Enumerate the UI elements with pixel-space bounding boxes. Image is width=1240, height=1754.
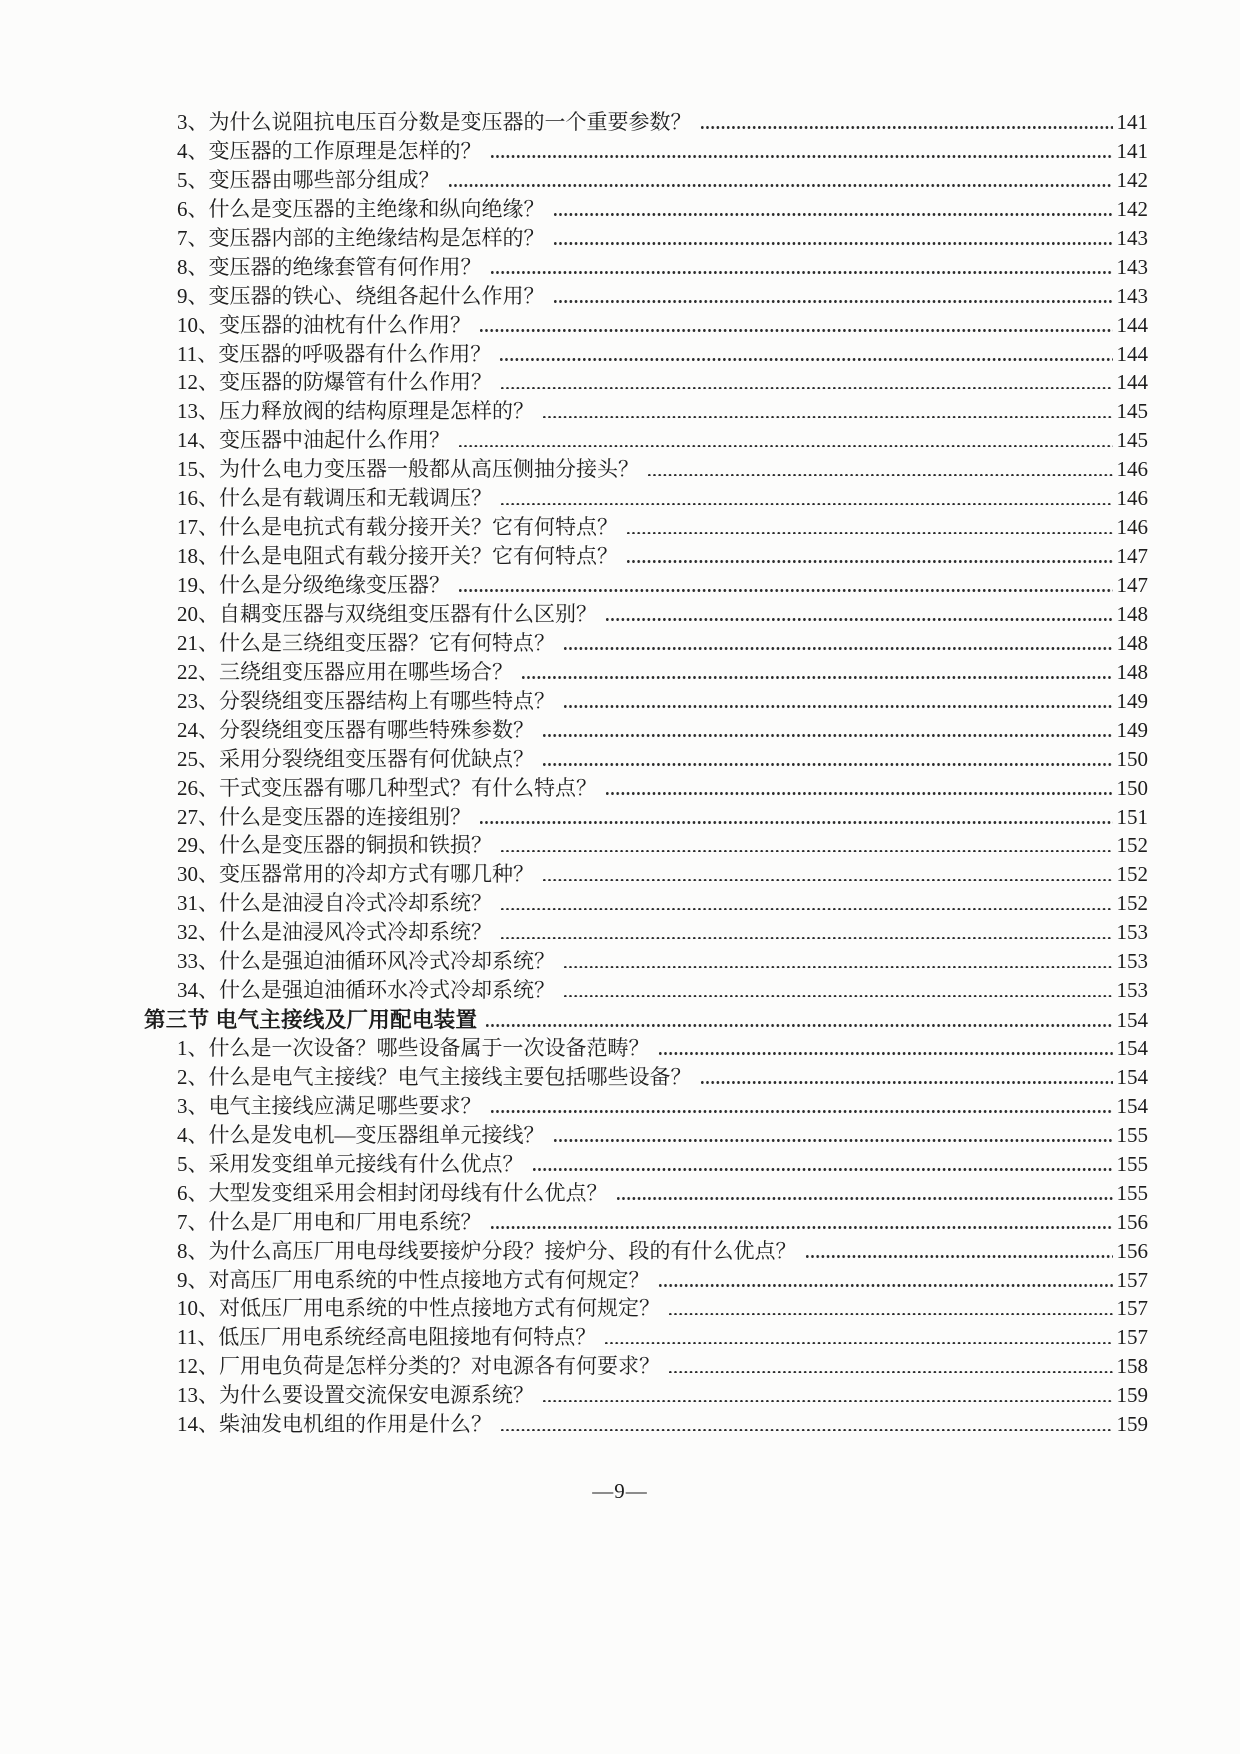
toc-item-row: [177, 395, 1148, 424]
dot-leader: [659, 1052, 1113, 1055]
dot-leader: [533, 1168, 1113, 1171]
toc-page-number: 158: [1116, 1354, 1148, 1379]
toc-item-row: [177, 193, 1148, 222]
dot-leader: [501, 1429, 1113, 1432]
toc-page-number: 157: [1116, 1267, 1148, 1292]
toc-item-number: 10、: [177, 312, 219, 337]
toc-item-row: [177, 1061, 1148, 1090]
toc-item-number: 8、: [177, 1238, 209, 1263]
dot-leader: [480, 329, 1113, 332]
toc-page-number: 159: [1116, 1383, 1148, 1408]
dot-leader: [486, 1024, 1112, 1027]
toc-page-number: 143: [1116, 254, 1148, 279]
toc-item-text: 变压器中油起什么作用？: [219, 428, 450, 453]
toc-item-text: 变压器内部的主绝缘结构是怎样的？: [208, 225, 545, 250]
toc-item-text: 什么是强迫油循环水冷式冷却系统？: [219, 978, 555, 1003]
toc-page-number: 154: [1116, 1008, 1148, 1032]
toc-page-number: 141: [1116, 110, 1148, 134]
toc-page-number: 150: [1116, 775, 1148, 800]
toc-list: [144, 106, 1148, 1437]
toc-item-text: 什么是油浸风冷式冷却系统？: [219, 920, 492, 945]
toc-item-number: 32、: [177, 920, 219, 945]
dot-leader: [669, 1371, 1113, 1374]
toc-item-text: 低压厂用电系统经高电阻接地有何特点？: [218, 1325, 597, 1350]
toc-item-row: [177, 1206, 1148, 1235]
dot-leader: [480, 821, 1113, 824]
toc-page-number: 152: [1116, 891, 1148, 916]
toc-item-text: 变压器的油枕有什么作用？: [219, 312, 471, 337]
dot-leader: [669, 1313, 1113, 1316]
toc-item-row: [177, 309, 1148, 338]
toc-item-row: [177, 1350, 1148, 1379]
dot-leader: [459, 445, 1113, 448]
toc-item-number: 9、: [177, 1267, 209, 1292]
dot-leader: [806, 1255, 1113, 1258]
toc-page-number: 156: [1116, 1238, 1148, 1263]
toc-item-number: 8、: [177, 254, 209, 279]
toc-page-number: 154: [1116, 1036, 1148, 1060]
toc-item-text: 分裂绕组变压器结构上有哪些特点？: [219, 688, 555, 713]
toc-page-number: 148: [1116, 630, 1148, 655]
toc-item-row: [177, 974, 1148, 1003]
toc-item-row: [177, 338, 1148, 367]
toc-item-number: 12、: [177, 1354, 219, 1379]
toc-page-number: 149: [1116, 717, 1148, 742]
toc-item-number: 17、: [177, 515, 219, 540]
toc-page-number: 147: [1116, 573, 1148, 597]
toc-item-row: [177, 453, 1148, 482]
toc-item-text: 什么是分级绝缘变压器？: [219, 573, 450, 597]
toc-page-number: 149: [1116, 688, 1148, 713]
toc-page-number: 157: [1116, 1325, 1148, 1350]
toc-item-text: 什么是变压器的主绝缘和纵向绝缘？: [208, 196, 545, 221]
dot-leader: [491, 1110, 1113, 1113]
dot-leader: [564, 647, 1113, 650]
toc-item-text: 变压器的工作原理是怎样的？: [208, 138, 482, 163]
toc-item-row: [177, 135, 1148, 164]
toc-item-row: [177, 222, 1148, 251]
toc-item-row: [177, 1264, 1148, 1293]
dot-leader: [501, 850, 1113, 853]
toc-item-row: [177, 829, 1148, 858]
dot-leader: [554, 300, 1113, 303]
dot-leader: [701, 126, 1113, 129]
toc-item-number: 24、: [177, 717, 219, 742]
toc-page-number: 144: [1116, 341, 1148, 366]
toc-item-number: 16、: [177, 486, 219, 511]
toc-item-text: 变压器的绝缘套管有何作用？: [208, 254, 482, 279]
toc-item-row: [177, 280, 1148, 309]
toc-item-text: 采用发变组单元接线有什么优点？: [208, 1151, 524, 1176]
toc-item-row: [177, 916, 1148, 945]
toc-item-text: 变压器的呼吸器有什么作用？: [218, 341, 492, 366]
toc-item-row: [177, 858, 1148, 887]
toc-item-text: 三绕组变压器应用在哪些场合？: [219, 659, 513, 684]
toc-item-row: [177, 685, 1148, 714]
dot-leader: [459, 589, 1113, 592]
toc-item-row: [177, 482, 1148, 511]
toc-item-row: [177, 106, 1148, 135]
toc-page-number: 148: [1116, 601, 1148, 626]
toc-item-row: [177, 1177, 1148, 1206]
dot-leader: [627, 560, 1113, 563]
toc-item-number: 15、: [177, 457, 219, 482]
toc-item-number: 3、: [177, 1093, 209, 1118]
toc-item-row: [177, 1292, 1148, 1321]
toc-item-text: 干式变压器有哪几种型式？有什么特点？: [219, 775, 597, 800]
toc-page-number: 154: [1116, 1064, 1148, 1089]
toc-item-number: 18、: [177, 544, 219, 569]
toc-item-row: [177, 801, 1148, 830]
toc-page-number: 141: [1116, 138, 1148, 163]
toc-item-number: 5、: [177, 167, 209, 192]
toc-item-text: 为什么高压厂用电母线要接炉分段？接炉分、段的有什么优点？: [208, 1238, 797, 1263]
toc-page-number: 154: [1116, 1093, 1148, 1118]
toc-item-row: [177, 743, 1148, 772]
toc-item-row: [177, 1119, 1148, 1148]
toc-page-number: 146: [1116, 486, 1148, 511]
toc-item-row: [177, 656, 1148, 685]
toc-item-number: 9、: [177, 283, 209, 308]
toc-item-row: [177, 772, 1148, 801]
dot-leader: [648, 474, 1113, 477]
toc-item-row: [177, 1321, 1148, 1350]
toc-page-number: 144: [1116, 370, 1148, 395]
toc-item-text: 对高压厂用电系统的中性点接地方式有何规定？: [208, 1267, 650, 1292]
dot-leader: [606, 792, 1113, 795]
toc-item-number: 4、: [177, 1122, 209, 1147]
toc-item-text: 自耦变压器与双绕组变压器有什么区别？: [219, 601, 597, 626]
toc-page-number: 146: [1116, 457, 1148, 482]
dot-leader: [501, 503, 1113, 506]
toc-item-row: [177, 1090, 1148, 1119]
toc-item-number: 7、: [177, 1209, 209, 1234]
toc-item-number: 10、: [177, 1296, 219, 1321]
toc-page-number: 156: [1116, 1209, 1148, 1234]
toc-item-number: 6、: [177, 196, 209, 221]
toc-page-number: 153: [1116, 978, 1148, 1003]
toc-page-number: 152: [1116, 833, 1148, 858]
toc-item-row: [177, 569, 1148, 598]
toc-item-row: [177, 627, 1148, 656]
dot-leader: [564, 966, 1113, 969]
dot-leader: [491, 271, 1113, 274]
toc-item-text: 什么是有载调压和无载调压？: [219, 486, 492, 511]
dot-leader: [564, 995, 1113, 998]
toc-item-number: 13、: [177, 1383, 219, 1408]
toc-item-text: 压力释放阀的结构原理是怎样的？: [219, 399, 534, 424]
toc-item-text: 大型发变组采用会相封闭母线有什么优点？: [208, 1180, 608, 1205]
dot-leader: [554, 1139, 1113, 1142]
toc-item-number: 13、: [177, 399, 219, 424]
dot-leader: [543, 879, 1113, 882]
toc-page-number: 150: [1116, 746, 1148, 771]
toc-page-number: 155: [1116, 1180, 1148, 1205]
toc-page-number: 143: [1116, 225, 1148, 250]
toc-item-text: 为什么说阻抗电压百分数是变压器的一个重要参数？: [208, 110, 692, 134]
dot-leader: [659, 1284, 1113, 1287]
toc-item-number: 2、: [177, 1064, 209, 1089]
toc-item-number: 25、: [177, 746, 219, 771]
toc-item-number: 30、: [177, 862, 219, 887]
toc-page-number: 146: [1116, 515, 1148, 540]
toc-section-row: [144, 1003, 1148, 1032]
dot-leader: [606, 618, 1113, 621]
toc-item-row: [177, 714, 1148, 743]
toc-item-row: [177, 251, 1148, 280]
toc-page-number: 145: [1116, 399, 1148, 424]
toc-item-number: 5、: [177, 1151, 209, 1176]
toc-item-number: 6、: [177, 1180, 209, 1205]
toc-item-row: [177, 887, 1148, 916]
toc-page-number: 151: [1116, 804, 1148, 829]
toc-item-text: 分裂绕组变压器有哪些特殊参数？: [219, 717, 534, 742]
toc-item-row: [177, 598, 1148, 627]
dot-leader: [701, 1081, 1113, 1084]
toc-item-row: [177, 1408, 1148, 1437]
dot-leader: [491, 155, 1113, 158]
dot-leader: [543, 416, 1113, 419]
toc-page-number: 144: [1116, 312, 1148, 337]
toc-item-text: 什么是一次设备？哪些设备属于一次设备范畴？: [208, 1036, 650, 1060]
toc-item-text: 变压器的铁心、绕组各起什么作用？: [208, 283, 545, 308]
dot-leader: [605, 1342, 1112, 1345]
toc-page-number: 142: [1116, 196, 1148, 221]
toc-item-text: 什么是强迫油循环风冷式冷却系统？: [219, 949, 555, 974]
toc-page-number: 155: [1116, 1151, 1148, 1176]
dot-leader: [501, 387, 1113, 390]
toc-item-row: [177, 1235, 1148, 1264]
dot-leader: [543, 1400, 1113, 1403]
toc-page-number: 148: [1116, 659, 1148, 684]
dot-leader: [500, 358, 1112, 361]
dot-leader: [627, 532, 1113, 535]
toc-item-number: 19、: [177, 573, 219, 597]
page-number-footer: —9—: [592, 1479, 648, 1503]
toc-page-number: 143: [1116, 283, 1148, 308]
dot-leader: [543, 734, 1113, 737]
toc-item-number: 20、: [177, 601, 219, 626]
toc-item-number: 23、: [177, 688, 219, 713]
dot-leader: [617, 1197, 1113, 1200]
toc-item-number: 4、: [177, 138, 209, 163]
toc-item-text: 什么是变压器的连接组别？: [219, 804, 471, 829]
dot-leader: [491, 1226, 1113, 1229]
toc-item-row: [177, 945, 1148, 974]
toc-item-text: 什么是厂用电和厂用电系统？: [208, 1209, 482, 1234]
dot-leader: [522, 676, 1113, 679]
toc-item-number: 26、: [177, 775, 219, 800]
toc-item-number: 34、: [177, 978, 219, 1003]
toc-item-text: 厂用电负荷是怎样分类的？对电源各有何要求？: [219, 1354, 660, 1379]
toc-item-number: 22、: [177, 659, 219, 684]
toc-page-number: 153: [1116, 920, 1148, 945]
toc-item-text: 对低压厂用电系统的中性点接地方式有何规定？: [219, 1296, 660, 1321]
toc-item-text: 为什么电力变压器一般都从高压侧抽分接头？: [219, 457, 639, 482]
toc-item-text: 什么是发电机—变压器组单元接线？: [208, 1122, 545, 1147]
toc-page-number: 152: [1116, 862, 1148, 887]
dot-leader: [501, 937, 1113, 940]
toc-item-row: [177, 1032, 1148, 1061]
toc-item-number: 27、: [177, 804, 219, 829]
toc-item-text: 为什么要设置交流保安电源系统？: [219, 1383, 534, 1408]
toc-item-number: 11、: [177, 341, 219, 366]
toc-item-text: 什么是电气主接线？电气主接线主要包括哪些设备？: [208, 1064, 692, 1089]
toc-item-number: 29、: [177, 833, 219, 858]
toc-page-number: 145: [1116, 428, 1148, 453]
toc-item-text: 变压器常用的冷却方式有哪几种？: [219, 862, 534, 887]
toc-item-text: 什么是电抗式有载分接开关？它有何特点？: [219, 515, 618, 540]
toc-item-text: 变压器的防爆管有什么作用？: [219, 370, 492, 395]
toc-page-number: 159: [1116, 1412, 1148, 1437]
dot-leader: [564, 705, 1113, 708]
toc-item-number: 7、: [177, 225, 209, 250]
toc-item-number: 33、: [177, 949, 219, 974]
toc-item-row: [177, 164, 1148, 193]
dot-leader: [501, 908, 1113, 911]
toc-item-row: [177, 1148, 1148, 1177]
dot-leader: [554, 242, 1113, 245]
toc-item-number: 3、: [177, 110, 209, 134]
toc-item-row: [177, 1379, 1148, 1408]
toc-item-number: 31、: [177, 891, 219, 916]
toc-page-number: 157: [1116, 1296, 1148, 1321]
toc-item-text: 柴油发电机组的作用是什么？: [219, 1412, 492, 1437]
toc-item-number: 11、: [177, 1325, 219, 1350]
toc-item-number: 21、: [177, 630, 219, 655]
toc-item-text: 什么是电阻式有载分接开关？它有何特点？: [219, 544, 618, 569]
dot-leader: [449, 184, 1113, 187]
toc-item-text: 电气主接线应满足哪些要求？: [208, 1093, 482, 1118]
toc-item-text: 什么是三绕组变压器？它有何特点？: [219, 630, 555, 655]
toc-page-number: 147: [1116, 544, 1148, 569]
toc-item-number: 14、: [177, 1412, 219, 1437]
toc-item-text: 什么是油浸自冷式冷却系统？: [219, 891, 492, 916]
toc-section-title: 第三节 电气主接线及厂用配电装置: [144, 1008, 478, 1032]
toc-item-number: 12、: [177, 370, 219, 395]
toc-item-number: 14、: [177, 428, 219, 453]
toc-page-number: 142: [1116, 167, 1148, 192]
toc-item-text: 采用分裂绕组变压器有何优缺点？: [219, 746, 534, 771]
toc-page-number: 155: [1116, 1122, 1148, 1147]
toc-item-text: 什么是变压器的铜损和铁损？: [219, 833, 492, 858]
toc-page-number: 153: [1116, 949, 1148, 974]
toc-item-row: [177, 424, 1148, 453]
toc-item-row: [177, 511, 1148, 540]
toc-item-row: [177, 366, 1148, 395]
dot-leader: [554, 213, 1113, 216]
toc-item-row: [177, 540, 1148, 569]
toc-item-text: 变压器由哪些部分组成？: [208, 167, 440, 192]
dot-leader: [543, 763, 1113, 766]
toc-item-number: 1、: [177, 1036, 209, 1060]
